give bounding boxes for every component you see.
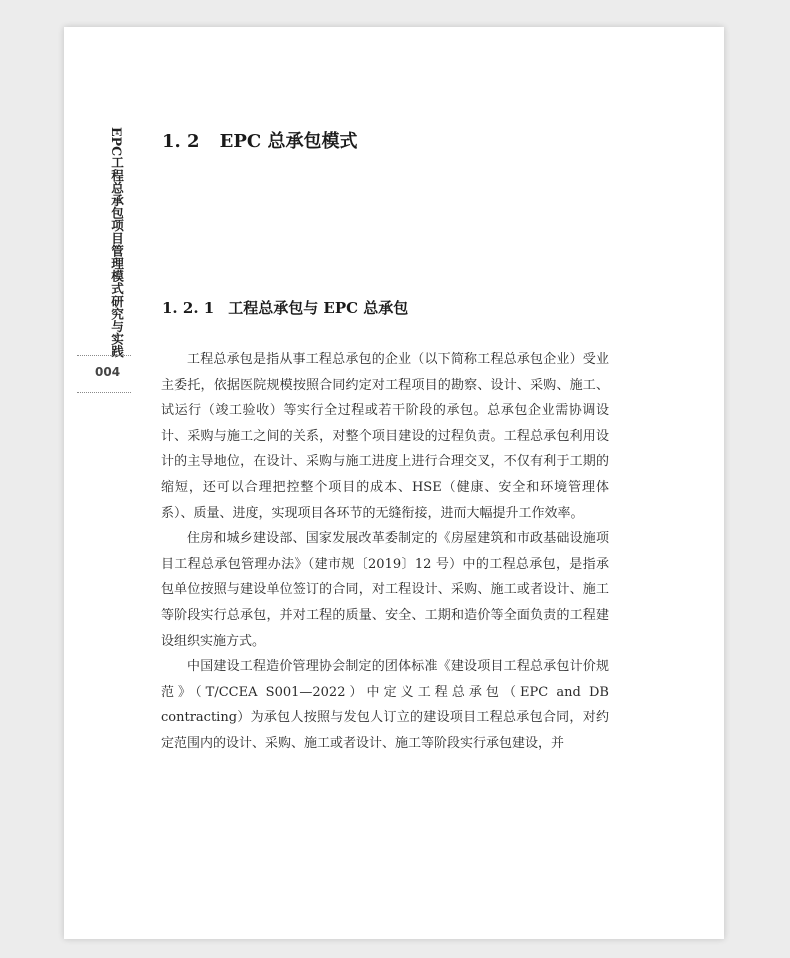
body-text <box>161 347 609 757</box>
section-heading <box>162 127 357 153</box>
section-title: EPC 总承包模式 <box>219 131 358 152</box>
paragraph: 中国建设工程造价管理协会制定的团体标准《建设项目工程总承包计价规范》（T/CCEA S001—2022）中定义工程总承包（EPC and DB contracting）为承包人按照与发包人订立的建设项目工程总承包合同，对约定范围内的设计、采购、施工或者设计、施工等阶段实行承包建设，并 <box>161 659 609 751</box>
section-number: 1. 2 <box>162 131 200 152</box>
book-page <box>64 27 724 939</box>
page-number-divider-top <box>77 355 131 356</box>
subsection-heading <box>162 297 408 318</box>
page-number: 004 <box>95 365 121 379</box>
paragraph: 住房和城乡建设部、国家发展改革委制定的《房屋建筑和市政基础设施项目工程总承包管理办法》（建市规〔2019〕12 号）中的工程总承包，是指承包单位按照与建设单位签订的合同，对工程设计、采购、施工或者设计、施工等阶段实行总承包，并对工程的质量、安全、工期和造价等全面负责的工程建设组织实施方式。 <box>161 531 609 649</box>
page-number-divider-bottom <box>77 392 131 393</box>
subsection-number: 1. 2. 1 <box>162 299 215 317</box>
running-head: EPC工程总承包项目管理模式研究与实践 <box>109 127 124 358</box>
subsection-title: 工程总承包与 EPC 总承包 <box>228 299 409 317</box>
paragraph: 工程总承包是指从事工程总承包的企业（以下简称工程总承包企业）受业主委托，依据医院规模按照合同约定对工程项目的勘察、设计、采购、施工、试运行（竣工验收）等实行全过程或若干阶段的承包。总承包企业需协调设计、采购与施工之间的关系，对整个项目建设的过程负责。工程总承包利用设计的主导地位，在设计、采购与施工进度上进行合理交叉，不仅有利于工期的缩短，还可以合理把控整个项目的成本、HSE（健康、安全和环境管理体系）、质量、进度，实现项目各环节的无缝衔接，进而大幅提升工作效率。 <box>161 352 609 521</box>
